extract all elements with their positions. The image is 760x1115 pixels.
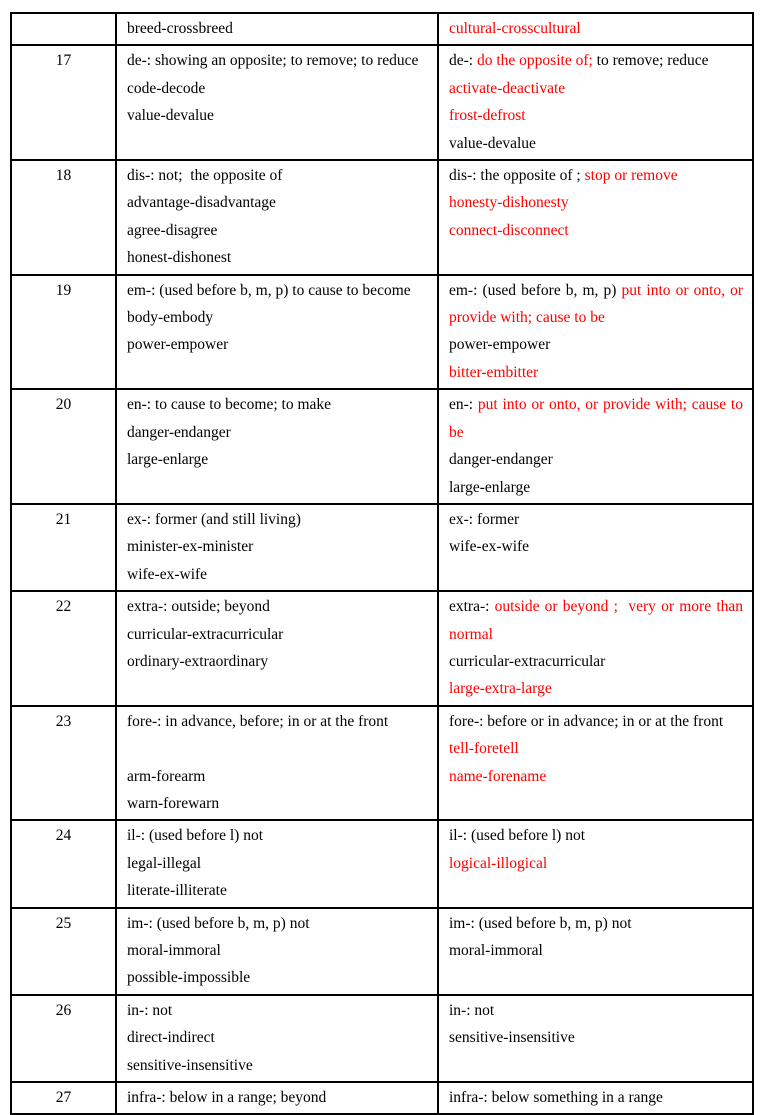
right-definition-cell [438, 160, 753, 275]
text-segment: bitter-embitter [449, 363, 539, 381]
left-definition-cell [116, 1082, 438, 1114]
text-segment: im-: (used before b, m, p) not [449, 914, 632, 932]
text-segment: em-: (used before b, m, p) [449, 281, 622, 299]
text-segment: de-: showing an opposite; to remove; to reduce [127, 52, 419, 70]
text-segment: literate-illiterate [127, 882, 227, 900]
text-line [127, 708, 428, 735]
text-segment: minister-ex-minister [127, 538, 254, 556]
left-definition-cell [116, 13, 438, 45]
row-number: 26 [55, 1001, 72, 1019]
text-segment: fore-: in advance, before; in or at the front [127, 712, 389, 730]
text-segment: curricular-extracurricular [449, 652, 606, 670]
text-segment: outside or beyond ; very or more than normal [449, 598, 744, 643]
text-segment: large-enlarge [449, 478, 531, 496]
prefix-table-body [11, 13, 753, 1114]
text-line [127, 331, 428, 358]
text-segment: direct-indirect [127, 1029, 215, 1047]
text-segment: danger-endanger [449, 451, 553, 469]
right-definition-cell [438, 45, 753, 160]
table-row [11, 13, 753, 45]
text-line [127, 910, 428, 937]
right-definition-cell [438, 275, 753, 390]
left-definition-cell [116, 706, 438, 821]
text-segment: honest-dishonest [127, 249, 232, 267]
text-line [449, 675, 743, 702]
text-line [127, 102, 428, 129]
table-row [11, 706, 753, 821]
text-line [127, 419, 428, 446]
row-number: 24 [55, 827, 72, 845]
text-segment: il-: (used before l) not [449, 827, 586, 845]
text-segment: cultural-crosscultural [449, 20, 581, 37]
text-line [127, 189, 428, 216]
text-line [127, 593, 428, 620]
text-segment: in-: not [127, 1001, 173, 1019]
left-definition-cell [116, 820, 438, 907]
right-definition-cell [438, 995, 753, 1082]
text-line [449, 217, 743, 244]
table-row [11, 820, 753, 907]
text-line [127, 15, 428, 42]
text-line [449, 102, 743, 129]
text-segment: curricular-extracurricular [127, 625, 284, 643]
row-number-cell [11, 995, 116, 1082]
right-definition-cell [438, 504, 753, 591]
table-row [11, 160, 753, 275]
text-segment: agree-disagree [127, 221, 218, 239]
left-definition-cell [116, 504, 438, 591]
text-segment: infra-: below in a range; beyond [127, 1089, 327, 1107]
text-line [449, 446, 743, 473]
text-line [127, 850, 428, 877]
text-segment: put into or onto, or provide with; cause to be [449, 281, 743, 327]
text-line [449, 1024, 743, 1051]
left-definition-cell [116, 995, 438, 1082]
text-segment: breed-crossbreed [127, 20, 233, 37]
text-segment: do the opposite of; [476, 52, 593, 70]
text-segment: stop or remove [584, 167, 678, 185]
right-definition-cell [438, 1082, 753, 1114]
text-line [127, 790, 428, 817]
text-segment: ordinary-extraordinary [127, 652, 269, 670]
left-definition-cell [116, 275, 438, 390]
text-line [127, 244, 428, 271]
text-line [127, 1084, 428, 1111]
text-line [127, 533, 428, 560]
text-line [449, 997, 743, 1024]
text-line [127, 47, 428, 74]
text-line [127, 997, 428, 1024]
text-segment: name-forename [449, 767, 547, 785]
left-definition-cell [116, 389, 438, 504]
text-segment: large-enlarge [127, 451, 209, 469]
text-line [127, 75, 428, 102]
text-segment: infra-: below something in a range [449, 1089, 663, 1107]
text-segment: de-: [449, 52, 477, 70]
text-line [127, 561, 428, 588]
text-segment: large-extra-large [449, 680, 552, 698]
text-line [449, 1084, 743, 1111]
row-number: 25 [55, 914, 72, 932]
text-segment: to remove; reduce [592, 52, 709, 70]
text-segment: body-embody [127, 309, 214, 327]
text-segment: ex-: former [449, 510, 520, 528]
text-line [127, 391, 428, 418]
text-line [127, 217, 428, 244]
prefix-vocabulary-table [10, 12, 754, 1115]
row-number-cell [11, 591, 116, 706]
text-line [127, 763, 428, 790]
text-segment: connect-disconnect [449, 221, 569, 239]
text-segment: tell-foretell [449, 740, 519, 758]
right-definition-cell [438, 13, 753, 45]
text-line [449, 277, 743, 332]
row-number: 18 [55, 167, 72, 185]
text-line [127, 877, 428, 904]
text-line [449, 189, 743, 216]
row-number: 27 [55, 1089, 72, 1107]
text-segment: possible-impossible [127, 969, 251, 987]
text-segment: ex-: former (and still living) [127, 510, 301, 528]
text-segment: dis-: not; the opposite of [127, 167, 283, 185]
table-row [11, 995, 753, 1082]
row-number-cell [11, 1082, 116, 1114]
text-segment: code-decode [127, 79, 206, 97]
text-segment: value-devalue [449, 134, 536, 152]
row-number: 20 [55, 396, 72, 414]
text-line [127, 506, 428, 533]
row-number-cell [11, 504, 116, 591]
text-segment: sensitive-insensitive [449, 1029, 575, 1047]
left-definition-cell [116, 45, 438, 160]
row-number-cell [11, 908, 116, 995]
text-line [449, 708, 743, 735]
text-segment: in-: not [449, 1001, 495, 1019]
text-line [127, 446, 428, 473]
text-line [449, 850, 743, 877]
text-segment: sensitive-insensitive [127, 1056, 253, 1074]
text-segment: arm-forearm [127, 767, 206, 785]
text-line [449, 331, 743, 358]
text-line [449, 763, 743, 790]
text-line [449, 593, 743, 648]
text-line [449, 359, 743, 386]
table-row [11, 389, 753, 504]
text-segment: extra-: outside; beyond [127, 598, 270, 616]
row-number: 22 [55, 598, 72, 616]
right-definition-cell [438, 389, 753, 504]
text-line [449, 937, 743, 964]
left-definition-cell [116, 160, 438, 275]
text-line [127, 1024, 428, 1051]
text-line [127, 937, 428, 964]
text-segment: frost-defrost [449, 107, 526, 125]
row-number [14, 15, 113, 42]
table-row [11, 591, 753, 706]
text-line [449, 533, 743, 560]
row-number-cell [11, 389, 116, 504]
text-line [449, 822, 743, 849]
text-segment: em-: (used before b, m, p) to cause to become [127, 281, 411, 299]
table-row [11, 275, 753, 390]
text-segment: wife-ex-wife [127, 565, 208, 583]
row-number-cell [11, 820, 116, 907]
text-line [449, 391, 743, 446]
row-number: 23 [55, 712, 72, 730]
text-line [449, 130, 743, 157]
row-number-cell [11, 45, 116, 160]
text-line [127, 304, 428, 331]
text-segment: fore-: before or in advance; in or at the front [449, 712, 724, 730]
text-segment: moral-immoral [449, 942, 543, 959]
text-segment: value-devalue [127, 107, 214, 125]
right-definition-cell [438, 706, 753, 821]
row-number-cell [11, 160, 116, 275]
text-segment: en-: to cause to become; to make [127, 396, 332, 414]
left-definition-cell [116, 591, 438, 706]
text-segment: extra-: [449, 598, 495, 616]
text-segment: advantage-disadvantage [127, 194, 276, 212]
row-number: 19 [55, 281, 72, 299]
text-segment: warn-forewarn [127, 794, 220, 812]
text-line [449, 910, 743, 937]
text-line [449, 15, 743, 42]
text-segment: danger-endanger [127, 423, 231, 441]
row-number-cell [11, 13, 116, 45]
text-segment: en-: [449, 396, 478, 414]
table-row [11, 1082, 753, 1114]
text-segment: honesty-dishonesty [449, 194, 569, 212]
row-number-cell [11, 275, 116, 390]
text-line [127, 1052, 428, 1079]
text-line [449, 648, 743, 675]
row-number: 17 [55, 52, 72, 70]
text-segment: legal-illegal [127, 854, 202, 872]
left-definition-cell [116, 908, 438, 995]
text-line [127, 648, 428, 675]
text-segment: put into or onto, or provide with; cause to be [449, 396, 743, 441]
row-number: 21 [55, 510, 72, 528]
text-line [127, 621, 428, 648]
text-segment: moral-immoral [127, 942, 221, 959]
row-number-cell [11, 706, 116, 821]
table-row [11, 45, 753, 160]
text-line [127, 735, 428, 762]
text-line [449, 506, 743, 533]
text-line [449, 47, 743, 74]
text-segment: power-empower [449, 336, 551, 354]
text-segment: wife-ex-wife [449, 538, 530, 556]
right-definition-cell [438, 591, 753, 706]
text-line [449, 162, 743, 189]
text-line [449, 474, 743, 501]
text-segment: power-empower [127, 336, 229, 354]
text-line [449, 735, 743, 762]
text-line [127, 964, 428, 991]
text-segment: logical-illogical [449, 854, 548, 872]
text-segment: im-: (used before b, m, p) not [127, 914, 310, 932]
text-line [127, 822, 428, 849]
text-segment: il-: (used before l) not [127, 827, 264, 845]
table-row [11, 504, 753, 591]
right-definition-cell [438, 820, 753, 907]
text-segment: activate-deactivate [449, 79, 566, 97]
text-line [449, 75, 743, 102]
table-row [11, 908, 753, 995]
text-segment: dis-: the opposite of ; [449, 167, 585, 185]
text-line [127, 162, 428, 189]
right-definition-cell [438, 908, 753, 995]
text-line [127, 277, 428, 304]
